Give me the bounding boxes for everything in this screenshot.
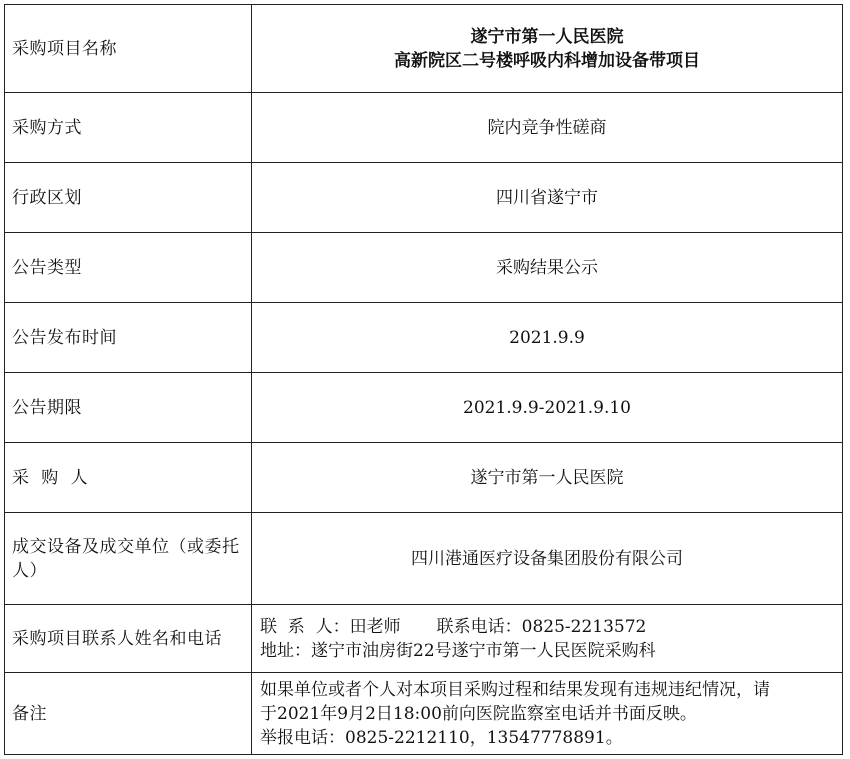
remarks-line-1: 如果单位或者个人对本项目采购过程和结果发现有违规违纪情况，请 — [260, 679, 770, 700]
value-winner: 四川港通医疗设备集团股份有限公司 — [252, 513, 843, 605]
row-remarks — [5, 673, 843, 755]
row-method — [5, 93, 843, 163]
label-purchaser: 采 购 人 — [5, 443, 252, 513]
label-method: 采购方式 — [5, 93, 252, 163]
contact-person: 联 系 人：田老师 — [260, 616, 401, 637]
remarks-line-3: 举报电话：0825-2212110，13547778891。 — [260, 727, 623, 748]
value-project-name — [252, 5, 843, 93]
label-remarks: 备注 — [5, 673, 252, 755]
label-region: 行政区划 — [5, 163, 252, 233]
project-name-line-2: 高新院区二号楼呼吸内科增加设备带项目 — [394, 50, 700, 71]
row-winner — [5, 513, 843, 605]
row-contact — [5, 605, 843, 673]
label-winner: 成交设备及成交单位（或委托人） — [5, 513, 252, 605]
project-name-line-1: 遂宁市第一人民医院 — [470, 26, 624, 47]
value-purchaser: 遂宁市第一人民医院 — [252, 443, 843, 513]
row-publish-time — [5, 303, 843, 373]
row-project-name — [5, 5, 843, 93]
value-region: 四川省遂宁市 — [252, 163, 843, 233]
value-method: 院内竞争性磋商 — [252, 93, 843, 163]
contact-address: 地址：遂宁市油房街22号遂宁市第一人民医院采购科 — [260, 640, 656, 661]
label-contact: 采购项目联系人姓名和电话 — [5, 605, 252, 673]
value-contact — [252, 605, 843, 673]
label-notice-type: 公告类型 — [5, 233, 252, 303]
row-period — [5, 373, 843, 443]
value-remarks — [252, 673, 843, 755]
remarks-line-2: 于2021年9月2日18:00前向医院监察室电话并书面反映。 — [260, 703, 697, 724]
value-publish-time: 2021.9.9 — [252, 303, 843, 373]
value-notice-type: 采购结果公示 — [252, 233, 843, 303]
label-project-name: 采购项目名称 — [5, 5, 252, 93]
row-purchaser — [5, 443, 843, 513]
procurement-result-table — [4, 4, 843, 755]
row-region — [5, 163, 843, 233]
contact-phone: 联系电话：0825-2213572 — [436, 616, 647, 637]
row-notice-type — [5, 233, 843, 303]
label-period: 公告期限 — [5, 373, 252, 443]
label-publish-time: 公告发布时间 — [5, 303, 252, 373]
value-period: 2021.9.9-2021.9.10 — [252, 373, 843, 443]
contact-person-line — [260, 615, 836, 639]
